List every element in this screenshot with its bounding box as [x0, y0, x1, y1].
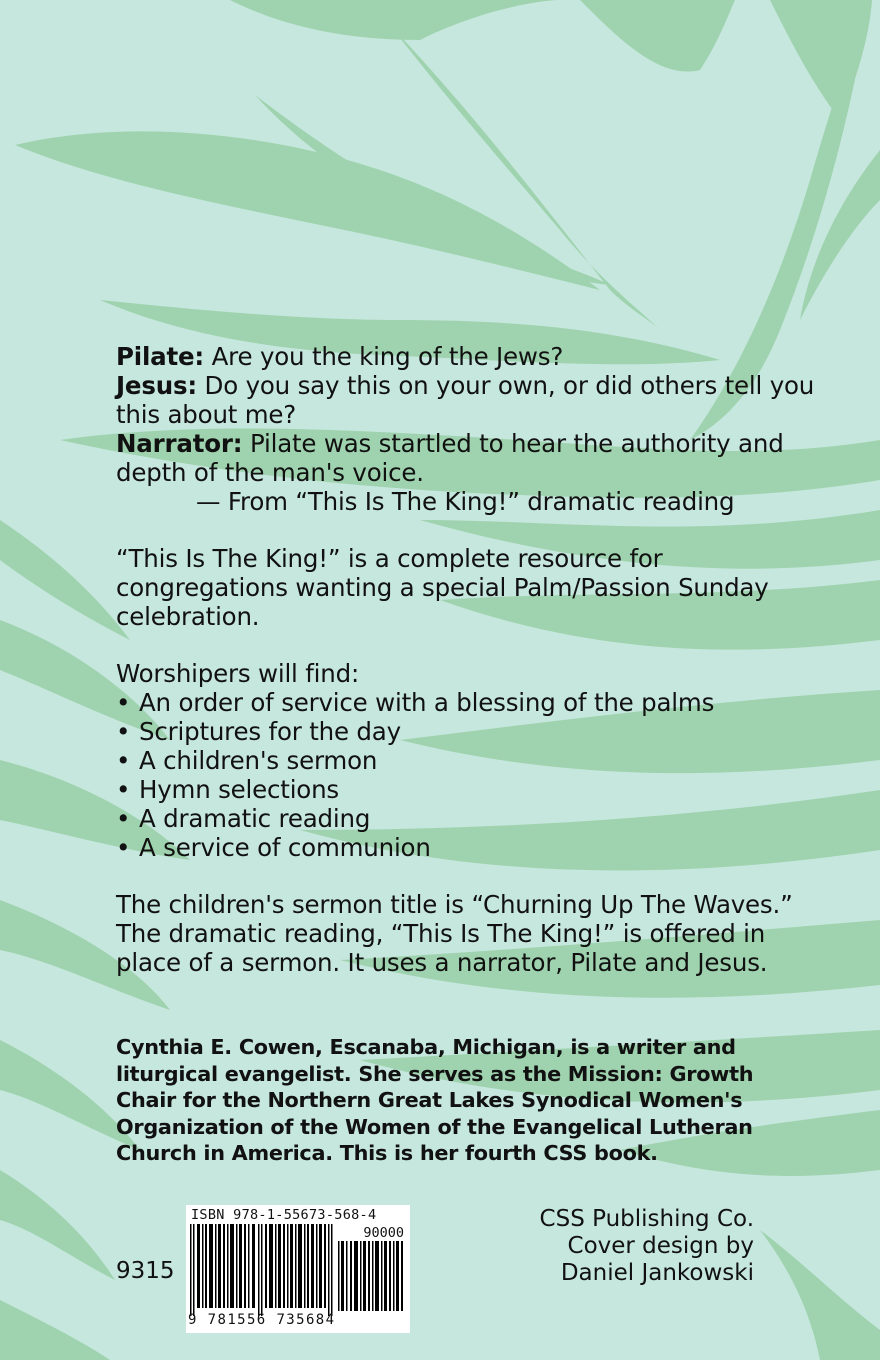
price-code: 90000: [363, 1225, 404, 1241]
product-code: 9315: [116, 1258, 175, 1284]
price-addon-bars: [338, 1241, 404, 1311]
list-item: • A service of communion: [116, 833, 816, 862]
isbn-barcode: [186, 1205, 410, 1333]
list-item: • Hymn selections: [116, 775, 816, 804]
ean-digits: 9 781556 735684: [188, 1312, 336, 1328]
dialogue-excerpt: [116, 342, 816, 516]
worshipers-list: [116, 688, 816, 862]
author-bio: Cynthia E. Cowen, Escanaba, Michigan, is a writer and liturgical evangelist. She serves as the Mission: Growth Chair for the Northern Great Lakes Synodical Women's Organization of the Women of the Evangelical Lutheran Church in America. This is her fourth CSS book.: [116, 1035, 754, 1165]
publisher-info: [480, 1206, 754, 1287]
jesus-line: Do you say this on your own, or did others tell you this about me?: [116, 371, 815, 429]
publisher-name: CSS Publishing Co.: [539, 1206, 754, 1232]
reading-attribution: — From “This Is The King!” dramatic reading: [196, 487, 735, 516]
list-item: • A children's sermon: [116, 746, 816, 775]
dialogue-pilate: [116, 342, 816, 371]
speaker-jesus: Jesus:: [116, 371, 197, 400]
list-item: • A dramatic reading: [116, 804, 816, 833]
barcode-bars: [190, 1224, 336, 1316]
list-item: • Scriptures for the day: [116, 717, 816, 746]
list-item: • An order of service with a blessing of the palms: [116, 688, 816, 717]
cover-designer: Daniel Jankowski: [560, 1260, 754, 1286]
pilate-line: Are you the king of the Jews?: [211, 342, 564, 371]
intro-paragraph: “This Is The King!” is a complete resource for congregations wanting a special Palm/Passion Sunday celebration.: [116, 544, 769, 631]
narrator-line: Pilate was startled to hear the authority and depth of the man's voice.: [116, 429, 784, 487]
worshipers-section: [116, 659, 816, 862]
dialogue-narrator: [116, 429, 816, 487]
isbn-label: ISBN 978-1-55673-568-4: [191, 1207, 377, 1223]
cover-design-label: Cover design by: [567, 1233, 754, 1259]
speaker-narrator: Narrator:: [116, 429, 243, 458]
speaker-pilate: Pilate:: [116, 342, 205, 371]
worshipers-heading: Worshipers will find:: [116, 659, 360, 688]
sermon-note: The children's sermon title is “Churning Up The Waves.” The dramatic reading, “This Is The King!” is offered in place of a sermon. It uses a narrator, Pilate and Jesus.: [116, 890, 793, 977]
dialogue-jesus: [116, 371, 816, 429]
